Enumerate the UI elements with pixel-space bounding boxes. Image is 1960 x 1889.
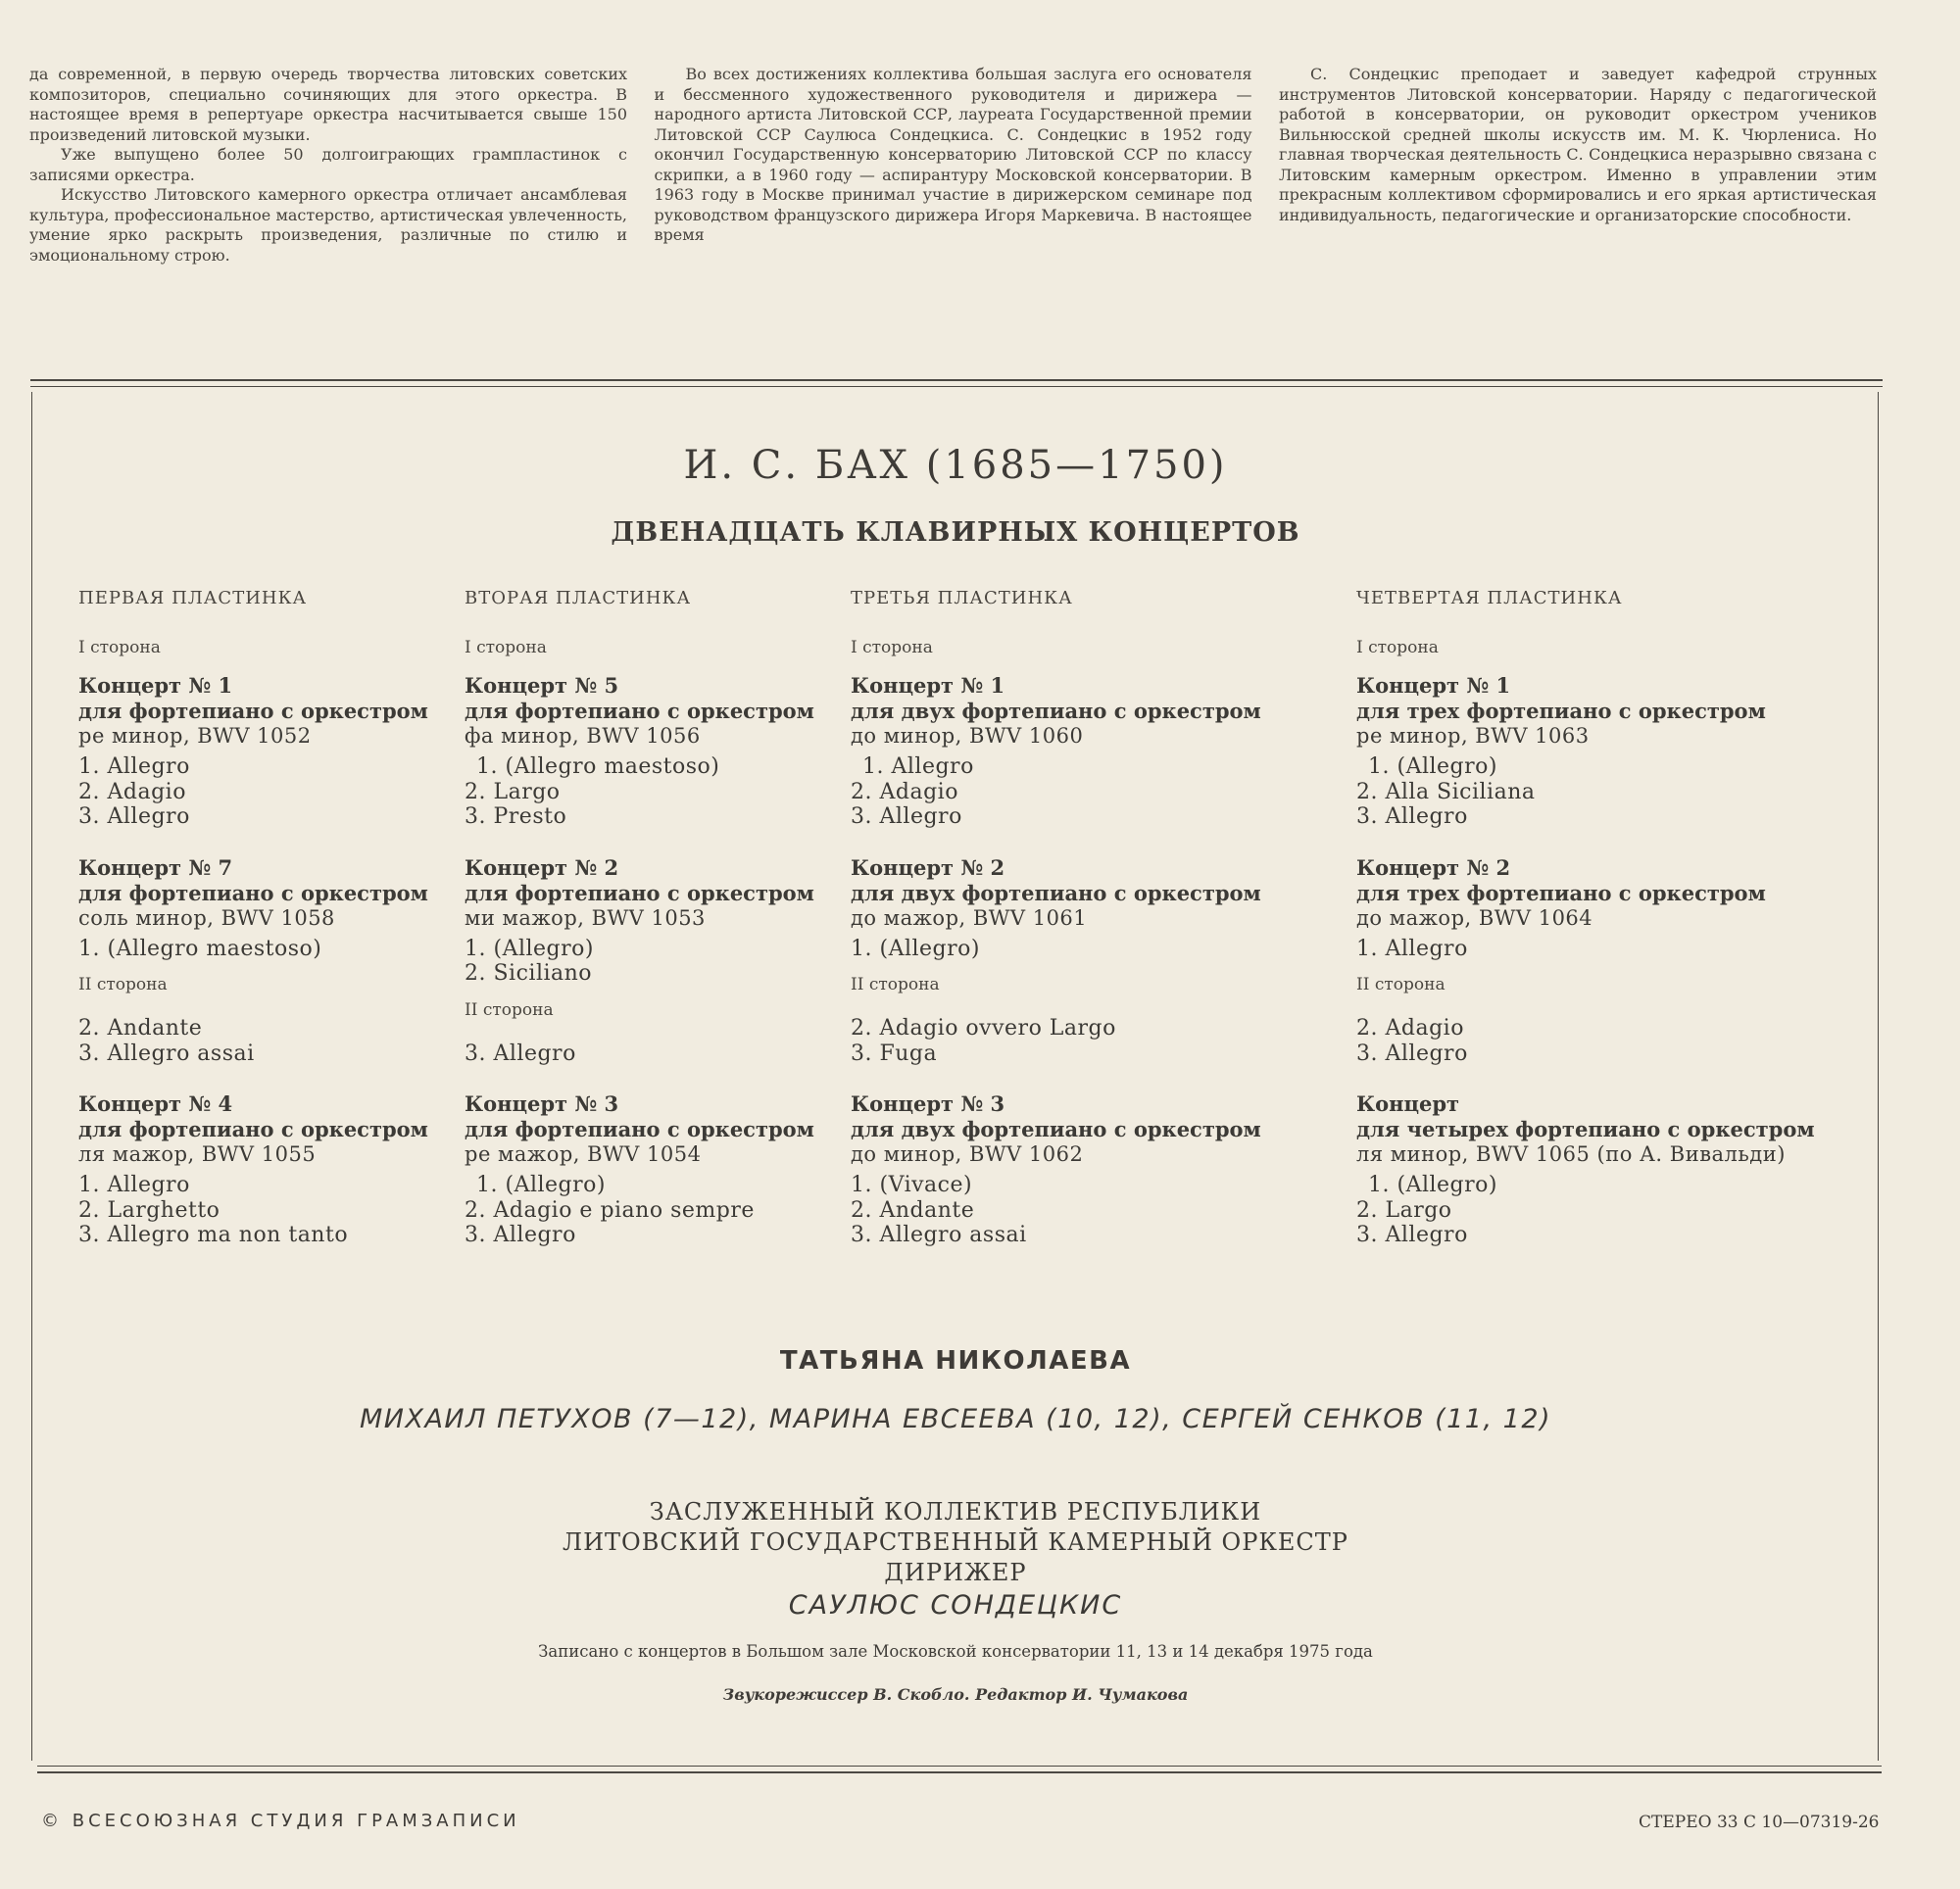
movement: 3. Allegro — [78, 804, 190, 829]
concerto-block — [1356, 855, 1846, 962]
concerto-key: до минор, BWV 1062 — [851, 1142, 1084, 1166]
concerto-number: Концерт № 2 — [465, 854, 619, 880]
concerto-instrumentation: для двух фортепиано с оркестром — [851, 1117, 1261, 1141]
concerto-block — [78, 673, 451, 830]
movement: 1. Allegro — [1356, 936, 1468, 961]
concerto-number: Концерт № 4 — [78, 1091, 233, 1116]
movement: 3. Allegro — [851, 804, 962, 829]
conductor-label: ДИРИЖЕР — [884, 1559, 1027, 1586]
concerto-key: соль минор, BWV 1058 — [78, 905, 335, 930]
concerto-block — [851, 1091, 1282, 1248]
movement: 3. Allegro ma non tanto — [78, 1223, 349, 1247]
intro-paragraph: Уже выпущено более 50 долгоиграющих грампластинок с записями оркестра. — [29, 145, 627, 184]
movement: 1. (Allegro) — [851, 936, 980, 961]
intro-paragraph: С. Сондецкис преподает и заведует кафедрой струнных инструментов Литовской консерватории. Наряду с педагогической работой в консерватории, он руководит оркестром учеников Вильнюсской средней школы искусств им. М. К. Чюрлениса. Но главная творческая деятельность С. Сондецкиса неразрывно связана с Литовским камерным оркестром. Именно в управлении этим прекрасным коллективом сформировались и его яркая артистическая индивидуальность, педагогические и организаторские способности. — [1279, 65, 1877, 224]
ensemble-title: ЗАСЛУЖЕННЫЙ КОЛЛЕКТИВ РЕСПУБЛИКИ — [649, 1498, 1262, 1526]
frame-top-rule — [30, 379, 1883, 387]
concerto-number: Концерт № 2 — [851, 854, 1005, 880]
movement: 2. Largo — [465, 779, 561, 804]
concerto-key: ля мажор, BWV 1055 — [78, 1142, 317, 1166]
intro-column-2 — [655, 65, 1252, 266]
movement: 1. Allegro — [862, 754, 974, 779]
concerto-instrumentation: для фортепиано с оркестром — [78, 880, 428, 905]
movement: 3. Allegro — [1356, 1223, 1468, 1247]
production-credits: Звукорежиссер В. Скобло. Редактор И. Чумакова — [722, 1685, 1189, 1704]
movement: 1. (Vivace) — [851, 1173, 973, 1197]
movement: 1. Allegro — [78, 754, 190, 779]
concerto-key: до мажор, BWV 1064 — [1356, 905, 1593, 930]
movement: 1. Allegro — [78, 1173, 190, 1197]
movement: 2. Larghetto — [78, 1197, 220, 1223]
side-label: II сторона — [78, 975, 168, 994]
concerto-key: до минор, BWV 1060 — [851, 724, 1084, 748]
movement: 3. Allegro — [465, 1041, 576, 1066]
concerto-instrumentation: для двух фортепиано с оркестром — [851, 699, 1261, 723]
movement: 2. Adagio e piano sempre — [465, 1197, 755, 1223]
concerto-instrumentation: для двух фортепиано с оркестром — [851, 880, 1261, 905]
concerto-key: ре минор, BWV 1063 — [1356, 724, 1590, 748]
side-label: I сторона — [1356, 638, 1439, 657]
concerto-number: Концерт № 7 — [78, 854, 233, 880]
movement: 2. Adagio — [851, 779, 958, 804]
movement: 2. Largo — [1356, 1197, 1452, 1223]
intro-paragraph: Во всех достижениях коллектива большая заслуга его основателя и бессменного художественного руководителя и дирижера — народного артиста Литовской ССР, лауреата Государственной премии Литовской ССР Саулюса Сондецкиса. С. Сондецкис в 1952 году окончил Государственную консерваторию Литовской ССР по классу скрипки, а в 1960 году — аспирантуру Московской консерватории. В 1963 году в Москве принимал участие в дирижерском семинаре под руководством французского дирижера Игоря Маркевича. В настоящее время — [654, 65, 1252, 244]
movement: 1. (Allegro maestoso) — [78, 936, 322, 961]
concerto-block — [465, 855, 837, 987]
concerto-key: ми мажор, BWV 1053 — [465, 905, 706, 930]
movement: 2. Alla Siciliana — [1356, 779, 1536, 804]
concerto-continuation — [851, 1016, 1282, 1066]
side-label: II сторона — [465, 999, 554, 1020]
disc-column-1 — [78, 588, 451, 1274]
ensemble-block — [0, 1497, 1911, 1621]
intro-column-1 — [29, 65, 627, 266]
movement: 3. Presto — [465, 804, 567, 829]
movement: 3. Allegro assai — [851, 1223, 1027, 1247]
concerto-block — [465, 673, 837, 830]
intro-paragraph: да современной, в первую очередь творчества литовских советских композиторов, специально сочиняющих для этого оркестра. В настоящее время в репертуаре оркестра насчитывается свыше 150 произведений литовской музыки. — [29, 65, 627, 144]
movement: 3. Allegro — [465, 1223, 576, 1247]
disc-column-3 — [851, 588, 1282, 1274]
concerto-block — [1356, 1091, 1846, 1248]
concerto-number: Концерт № 1 — [78, 673, 233, 698]
ensemble-name: ЛИТОВСКИЙ ГОСУДАРСТВЕННЫЙ КАМЕРНЫЙ ОРКЕСТР — [563, 1528, 1348, 1556]
concerto-instrumentation: для фортепиано с оркестром — [465, 880, 814, 905]
conductor-name: САУЛЮС СОНДЕЦКИС — [788, 1590, 1123, 1621]
disc-label: ВТОРАЯ ПЛАСТИНКА — [465, 588, 692, 608]
frame-bottom-rule — [37, 1766, 1882, 1773]
movement: 1. (Allegro) — [1368, 754, 1497, 779]
disc-label: ЧЕТВЕРТАЯ ПЛАСТИНКА — [1356, 588, 1623, 608]
concerto-instrumentation: для четырех фортепиано с оркестром — [1356, 1117, 1815, 1141]
movement: 1. (Allegro) — [1368, 1173, 1497, 1197]
concerto-block — [851, 673, 1282, 830]
movement: 1. (Allegro) — [465, 936, 594, 961]
side-label: I сторона — [465, 638, 547, 657]
concerto-number: Концерт № 5 — [465, 673, 619, 698]
movement: 3. Allegro — [1356, 804, 1468, 829]
concerto-block — [78, 1091, 451, 1248]
concerto-instrumentation: для трех фортепиано с оркестром — [1356, 880, 1766, 905]
concerto-continuation — [465, 1041, 837, 1067]
intro-text — [29, 65, 1877, 266]
intro-paragraph: Искусство Литовского камерного оркестра отличает ансамблевая культура, профессиональное мастерство, артистическая увлеченность, умение ярко раскрыть произведения, различные по стилю и эмоциональному строю. — [29, 185, 627, 265]
side-label: I сторона — [851, 638, 933, 657]
concerto-continuation — [1356, 1016, 1846, 1066]
concerto-number: Концерт № 2 — [1356, 854, 1511, 880]
movement: 1. (Allegro maestoso) — [476, 754, 720, 779]
concerto-key: до мажор, BWV 1061 — [851, 905, 1088, 930]
composer-title: И. С. БАХ (1685—1750) — [683, 443, 1228, 488]
concerto-key: ре минор, BWV 1052 — [78, 724, 312, 748]
concerto-key: ре мажор, BWV 1054 — [465, 1142, 702, 1166]
label-copyright: © ВСЕСОЮЗНАЯ СТУДИЯ ГРАМЗАПИСИ — [41, 1811, 520, 1831]
concerto-number: Концерт № 1 — [851, 673, 1005, 698]
concerto-block — [1356, 673, 1846, 830]
movement: 3. Fuga — [851, 1041, 938, 1066]
movement: 3. Allegro — [1356, 1041, 1468, 1066]
concerto-instrumentation: для фортепиано с оркестром — [78, 699, 428, 723]
concerto-instrumentation: для трех фортепиано с оркестром — [1356, 699, 1766, 723]
concerto-instrumentation: для фортепиано с оркестром — [78, 1117, 428, 1141]
movement: 3. Allegro assai — [78, 1041, 255, 1066]
concerto-key: ля минор, BWV 1065 (по А. Вивальди) — [1356, 1142, 1786, 1166]
movement: 2. Adagio — [78, 779, 186, 804]
side-label: I сторона — [78, 638, 161, 657]
recording-note: Записано с концертов в Большом зале Московской консерватории 11, 13 и 14 декабря 1975 года — [538, 1642, 1373, 1661]
disc-label: ПЕРВАЯ ПЛАСТИНКА — [78, 588, 308, 608]
catalog-number: СТЕРЕО 33 С 10—07319-26 — [1639, 1813, 1880, 1832]
additional-soloists: МИХАИЛ ПЕТУХОВ (7—12), МАРИНА ЕВСЕЕВА (10, 12), СЕРГЕЙ СЕНКОВ (11, 12) — [359, 1404, 1552, 1434]
side-label: II сторона — [1356, 975, 1446, 994]
concerto-instrumentation: для фортепиано с оркестром — [465, 699, 814, 723]
movement: 2. Siciliano — [465, 961, 593, 986]
concerto-number: Концерт № 1 — [1356, 673, 1511, 698]
disc-column-2 — [465, 588, 837, 1274]
movement: 2. Andante — [851, 1197, 975, 1223]
concerto-block — [465, 1091, 837, 1248]
movement: 2. Andante — [78, 1016, 203, 1041]
concerto-number: Концерт № 3 — [851, 1091, 1005, 1116]
soloist-name: ТАТЬЯНА НИКОЛАЕВА — [779, 1346, 1132, 1376]
disc-label: ТРЕТЬЯ ПЛАСТИНКА — [851, 588, 1073, 608]
intro-column-3 — [1279, 65, 1877, 266]
concerto-block — [851, 855, 1282, 962]
concerto-number: Концерт — [1356, 1091, 1460, 1116]
concerto-block — [78, 855, 451, 962]
disc-column-4 — [1356, 588, 1846, 1274]
movement: 2. Adagio — [1356, 1016, 1464, 1041]
movement: 1. (Allegro) — [476, 1173, 606, 1197]
side-label: II сторона — [851, 975, 940, 994]
concerto-key: фа минор, BWV 1056 — [465, 724, 701, 748]
movement: 2. Adagio ovvero Largo — [851, 1016, 1116, 1041]
concerto-instrumentation: для фортепиано с оркестром — [465, 1117, 814, 1141]
concerto-continuation — [78, 1016, 451, 1066]
program-subtitle: ДВЕНАДЦАТЬ КЛАВИРНЫХ КОНЦЕРТОВ — [611, 517, 1300, 548]
concerto-number: Концерт № 3 — [465, 1091, 619, 1116]
